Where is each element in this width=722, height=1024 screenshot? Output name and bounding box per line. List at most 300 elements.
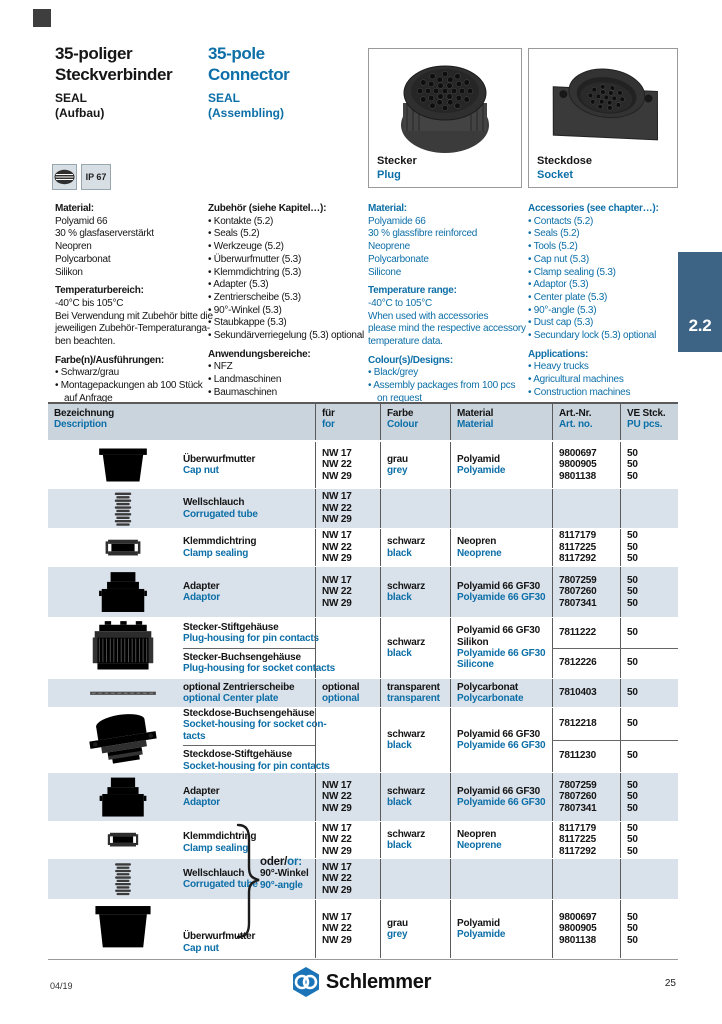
for-cell: [315, 489, 380, 528]
material-line: Neoprene: [457, 840, 502, 851]
table-row: [48, 489, 678, 529]
pu-qty: 50: [627, 657, 638, 669]
colour-line: schwarz: [387, 536, 426, 548]
art-cell: [552, 442, 620, 488]
pu-cell: [620, 529, 678, 566]
info-line: Colour(s)/Designs:: [368, 354, 453, 366]
art-no: 9800697: [559, 911, 597, 923]
colour-cell: [380, 442, 450, 488]
art-no: 7810403: [559, 687, 597, 699]
pu-qty: 50: [627, 718, 638, 730]
material-cell: [450, 567, 552, 617]
material-cell: [450, 708, 552, 772]
info-line: • Sekundärverriegelung (5.3) optional: [208, 330, 365, 342]
desc-line: Adapter: [183, 785, 220, 797]
desc-line: Stecker-Buchsengehäuse: [183, 651, 301, 663]
info-column-accessories-en: [528, 203, 683, 400]
colour-cell: [380, 900, 450, 958]
desc-line: Adaptor: [183, 797, 220, 808]
brand-name: Schlemmer: [325, 970, 432, 993]
desc-line: Socket-housing for socket con-: [183, 719, 327, 731]
info-line: • Baumaschinen: [208, 386, 277, 398]
info-line: • Dust cap (5.3): [528, 317, 594, 329]
socket-photo: [533, 53, 673, 159]
material-cell: [450, 529, 552, 566]
size-line: optional: [322, 681, 360, 693]
info-column-accessories-de: [208, 203, 363, 400]
ip67-badge: [81, 164, 111, 190]
info-line: When used with accessories: [368, 310, 489, 322]
material-line: Silicone: [457, 659, 494, 671]
info-line: Polyamid 66: [55, 215, 108, 227]
info-line: Silikon: [55, 266, 83, 278]
material-line: Polyamide 66 GF30: [457, 740, 546, 751]
info-line: • Adaptor (5.3): [528, 279, 589, 291]
table-row: [48, 708, 678, 773]
art-no: 9801138: [559, 470, 596, 482]
info-line: • Kontakte (5.2): [208, 215, 274, 227]
material-line: Polyamide 66 GF30: [457, 797, 546, 808]
colour-line: schwarz: [387, 828, 426, 840]
oder-label: oder/: [260, 856, 288, 868]
info-line: Temperaturbereich:: [55, 285, 144, 297]
art-no: 8117179: [559, 822, 596, 834]
desc-line: Stecker-Stiftgehäuse: [183, 621, 279, 633]
page-number: 25: [664, 978, 676, 989]
header-pu-en: PU pcs.: [627, 419, 663, 431]
pu-qty: 50: [627, 597, 638, 609]
desc-line: Corrugated tube: [183, 508, 258, 520]
info-line: • 90°-Winkel (5.3): [208, 304, 282, 316]
title-german: [55, 44, 205, 120]
for-cell: [315, 822, 380, 858]
for-cell: [315, 529, 380, 566]
socket-label-de: Steckdose: [537, 155, 593, 167]
table-row: [48, 900, 678, 959]
header-fuer: für: [322, 408, 335, 419]
colour-cell: [380, 859, 450, 899]
desc-cell: [183, 679, 315, 707]
for-cell: [315, 567, 380, 617]
for-cell: [315, 773, 380, 821]
info-line: ben beachten.: [55, 336, 116, 348]
for-cell: [315, 900, 380, 958]
info-line: Polycarbonat: [55, 253, 111, 265]
header-colour: [380, 404, 450, 440]
desc-line: Steckdose-Stiftgehäuse: [183, 749, 292, 761]
size-line: NW 17: [322, 574, 352, 586]
info-line: please mind the respective accessory: [368, 323, 526, 335]
size-line: NW 17: [322, 491, 352, 503]
info-line: • Seals (5.2): [528, 228, 580, 240]
colour-line: grau: [387, 917, 408, 929]
colour-line: black: [387, 740, 412, 751]
art-cell: [552, 529, 620, 566]
desc-line: Adaptor: [183, 592, 220, 603]
art-cell: [552, 567, 620, 617]
socket-photo-label: [537, 155, 592, 182]
for-cell: [315, 679, 380, 707]
pu-qty: 50: [627, 541, 638, 553]
pu-cell: [620, 567, 678, 617]
title-de-line2: Steckverbinder: [55, 64, 173, 84]
table-row: [48, 442, 678, 489]
art-no: 7807259: [559, 574, 597, 586]
schlemmer-hexagon-icon: [291, 966, 321, 998]
subtitle-en-line2: (Assembling): [208, 105, 285, 120]
size-line: NW 29: [322, 934, 352, 946]
art-no: 8117292: [559, 845, 596, 857]
info-line: • Tools (5.2): [528, 241, 578, 253]
pu-qty: 50: [627, 923, 638, 935]
art-cell: [552, 822, 620, 858]
desc-cell: [183, 707, 330, 772]
material-line: Polyamid 66 GF30: [457, 785, 540, 797]
art-no: 8117179: [559, 530, 596, 542]
socket-housing-drawing: [48, 708, 183, 772]
plug-photo: [375, 53, 515, 159]
size-line: NW 29: [322, 553, 352, 565]
desc-line: Wellschlauch: [183, 867, 245, 879]
pu-cell: [620, 679, 678, 707]
colour-line: transparent: [387, 681, 440, 693]
size-line: NW 29: [322, 802, 352, 814]
desc-line: optional Zentrierscheibe: [183, 681, 295, 693]
header-colour-en: Colour: [387, 419, 419, 431]
colour-line: black: [387, 648, 412, 659]
art-no: 7811230: [559, 750, 596, 762]
desc-line: Clamp sealing: [183, 842, 249, 854]
pu-cell: [620, 489, 678, 528]
pu-cell: [620, 442, 678, 488]
info-line: Accessories (see chapter…):: [528, 203, 659, 214]
oder-or-label: [260, 856, 318, 868]
info-line: on request: [377, 392, 422, 404]
pu-qty: 50: [627, 911, 638, 923]
info-line: Bei Verwendung mit Zubehör bitte die: [55, 310, 213, 322]
desc-cell: [183, 618, 335, 678]
art-no: 7807260: [559, 791, 597, 803]
info-line: • Staubkappe (5.3): [208, 317, 287, 329]
material-line: Polycarbonat: [457, 681, 518, 693]
alternative-brace: [236, 822, 262, 945]
desc-line: Klemmdichtring: [183, 536, 257, 548]
colour-line: schwarz: [387, 785, 426, 797]
pu-cell: [620, 822, 678, 858]
material-cell: [450, 822, 552, 858]
info-line: • Contacts (5.2): [528, 215, 594, 227]
approval-logo-icon: [54, 169, 75, 185]
art-no: 8117225: [559, 541, 596, 553]
size-line: NW 17: [322, 447, 352, 459]
header-bezeichnung: Bezeichnung: [54, 408, 115, 419]
angle-label-en: 90°-angle: [260, 879, 303, 891]
info-line: • NFZ: [208, 361, 233, 373]
material-cell: [450, 442, 552, 488]
art-no: 7807260: [559, 586, 597, 598]
size-line: NW 22: [322, 541, 352, 553]
material-cell: [450, 773, 552, 821]
header-description-en: Description: [54, 419, 107, 431]
desc-line: Klemmdichtring: [183, 831, 257, 843]
desc-line: Plug-housing for socket contacts: [183, 662, 335, 674]
clamp-ring-drawing: [48, 822, 183, 858]
center-plate-drawing: [48, 679, 183, 707]
table-row: [48, 773, 678, 822]
info-line: • Agricultural machines: [528, 374, 624, 386]
info-line: • Montagepackungen ab 100 Stück: [55, 380, 203, 392]
section-tab: [678, 252, 722, 352]
desc-line: tacts: [183, 730, 206, 742]
pu-qty: 50: [627, 470, 638, 482]
colour-cell: [380, 618, 450, 678]
art-no: 9800697: [559, 447, 597, 459]
desc-line: Adapter: [183, 580, 220, 592]
print-registration-mark: [33, 9, 51, 27]
art-no: 9801138: [559, 934, 596, 946]
angle-label-de: 90°-Winkel: [260, 868, 309, 879]
pu-qty: 50: [627, 845, 638, 857]
art-no: 8117225: [559, 834, 596, 846]
header-description: [48, 404, 315, 440]
colour-line: black: [387, 840, 412, 851]
colour-cell: [380, 773, 450, 821]
pu-qty: 50: [627, 779, 638, 791]
plug-label-de: Stecker: [377, 155, 417, 167]
title-de-line1: 35-poliger: [55, 44, 133, 63]
info-line: • Heavy trucks: [528, 361, 589, 373]
art-no: 7811222: [559, 627, 596, 639]
subtitle-en-line1: SEAL: [208, 91, 241, 105]
info-line: • Assembly packages from 100 pcs: [368, 380, 516, 392]
info-line: • Center plate (5.3): [528, 291, 608, 303]
pu-cell: [620, 859, 678, 899]
header-ve: VE Stck.: [627, 408, 666, 419]
info-column-material-en: [368, 203, 526, 406]
info-line: Anwendungsbereiche:: [208, 348, 311, 360]
plug-photo-box: [368, 48, 522, 188]
table-row: [48, 679, 678, 708]
corrugated-tube-drawing: [48, 859, 183, 899]
brand-logo: [0, 966, 722, 998]
colour-cell: [380, 567, 450, 617]
colour-cell: [380, 679, 450, 707]
colour-line: black: [387, 797, 412, 808]
info-column-material-de: [55, 203, 213, 406]
info-line: • Werkzeuge (5.2): [208, 241, 284, 253]
size-line: optional: [322, 693, 360, 704]
colour-cell: [380, 529, 450, 566]
info-line: • Landmaschinen: [208, 374, 282, 386]
colour-line: grey: [387, 465, 408, 476]
size-line: NW 17: [322, 822, 352, 834]
header-pu: [620, 404, 678, 440]
art-cell: [552, 679, 620, 707]
art-cell: [552, 859, 620, 899]
info-line: • Adapter (5.3): [208, 279, 269, 291]
subtitle-de-line1: SEAL: [55, 91, 88, 105]
clamp-ring-drawing: [48, 529, 183, 566]
art-no: 9800905: [559, 923, 597, 935]
art-no: 7807341: [559, 802, 597, 814]
colour-line: schwarz: [387, 580, 426, 592]
table-header-row: [48, 404, 678, 442]
material-line: Polyamid: [457, 453, 500, 465]
pu-qty: 50: [627, 553, 638, 565]
pu-qty: 50: [627, 574, 638, 586]
desc-line: Steckdose-Buchsengehäuse: [183, 707, 315, 719]
desc-cell: [183, 773, 315, 821]
desc-line: Corrugated tube: [183, 879, 258, 890]
size-line: NW 22: [322, 586, 352, 598]
material-line: Silikon: [457, 636, 489, 648]
art-cell: [552, 900, 620, 958]
socket-photo-box: [528, 48, 678, 188]
material-line: Polyamid 66 GF30: [457, 625, 540, 637]
pu-cell: [620, 773, 678, 821]
size-line: NW 22: [322, 791, 352, 803]
size-line: NW 29: [322, 470, 352, 482]
pu-qty: 50: [627, 586, 638, 598]
header-artnr: Art.-Nr.: [559, 408, 592, 419]
header-material-de: Material: [457, 408, 494, 419]
subtitle-de-line2: (Aufbau): [55, 105, 105, 120]
desc-line: Wellschlauch: [183, 497, 245, 509]
socket-label-en: Socket: [537, 168, 574, 181]
info-line: • Cap nut (5.3): [528, 253, 589, 265]
material-line: Polyamide: [457, 929, 506, 940]
art-no: 8117292: [559, 553, 596, 565]
material-line: Polyamide 66 GF30: [457, 648, 546, 659]
product-table: [48, 402, 678, 960]
info-line: Applications:: [528, 348, 589, 360]
header-artno-en: Art. no.: [559, 419, 593, 431]
art-no: 7807259: [559, 779, 597, 791]
info-line: • Clamp sealing (5.3): [528, 266, 616, 278]
material-line: Neoprene: [457, 547, 502, 559]
section-number: 2.2: [688, 316, 712, 335]
header-material-en: Material: [457, 419, 494, 431]
header-for: [315, 404, 380, 440]
info-line: • Zentrierscheibe (5.3): [208, 291, 301, 303]
info-line: • Klemmdichtring (5.3): [208, 266, 302, 278]
size-line: NW 22: [322, 923, 352, 935]
desc-line: optional Center plate: [183, 693, 279, 704]
material-cell: [450, 679, 552, 707]
size-line: NW 22: [322, 502, 352, 514]
table-row: [48, 822, 678, 859]
table-row: [48, 859, 678, 900]
material-cell: [450, 489, 552, 528]
plug-housing-drawing: [48, 618, 183, 678]
header-for-en: for: [322, 419, 335, 431]
info-line: -40°C to 105°C: [368, 297, 432, 309]
desc-line: Überwurfmutter: [183, 931, 256, 943]
pu-qty: 50: [627, 459, 638, 471]
title-en-line2: Connector: [208, 64, 290, 84]
table-row: [48, 529, 678, 567]
plug-photo-label: [377, 155, 417, 182]
pu-qty: 50: [627, 802, 638, 814]
material-line: Polyamid 66 GF30: [457, 580, 540, 592]
table-row: [48, 567, 678, 618]
pu-qty: 50: [627, 791, 638, 803]
desc-line: Clamp sealing: [183, 547, 249, 559]
info-line: -40°C bis 105°C: [55, 297, 124, 309]
desc-cell: [183, 442, 315, 488]
material-line: Polyamid: [457, 917, 500, 929]
adapter-drawing: [48, 567, 183, 617]
info-line: Temperature range:: [368, 285, 457, 297]
material-line: Neopren: [457, 828, 497, 840]
desc-cell: [183, 529, 315, 566]
pu-qty: 50: [627, 822, 638, 834]
info-line: jeweiligen Zubehör-Temperaturanga-: [55, 323, 210, 335]
colour-cell: [380, 822, 450, 858]
ip67-label: IP 67: [85, 172, 107, 182]
info-line: 30 % glasfaserverstärkt: [55, 228, 154, 240]
approval-logo-badge: [52, 164, 77, 190]
or-label: or:: [287, 856, 302, 868]
for-cell: [315, 859, 380, 899]
colour-cell: [380, 708, 450, 772]
info-line: Zubehör (siehe Kapitel…):: [208, 203, 327, 214]
oder-or-block: [260, 856, 318, 891]
pu-cell: [620, 900, 678, 958]
desc-line: Socket-housing for pin contacts: [183, 760, 330, 772]
size-line: NW 29: [322, 845, 352, 857]
title-english: [208, 44, 358, 120]
desc-line: Plug-housing for pin contacts: [183, 633, 319, 645]
size-line: NW 29: [322, 514, 352, 526]
material-line: Polyamid 66 GF30: [457, 728, 540, 740]
info-line: • Construction machines: [528, 386, 631, 398]
info-line: • 90°-angle (5.3): [528, 304, 597, 316]
art-no: 9800905: [559, 459, 597, 471]
desc-line: Überwurfmutter: [183, 453, 256, 465]
material-line: Polycarbonate: [457, 693, 524, 704]
for-cell: [315, 618, 380, 678]
pu-qty: 50: [627, 750, 638, 762]
pu-qty: 50: [627, 687, 638, 699]
colour-line: black: [387, 547, 412, 559]
colour-line: schwarz: [387, 728, 426, 740]
info-line: Silicone: [368, 266, 402, 278]
art-cell: [552, 489, 620, 528]
colour-cell: [380, 489, 450, 528]
art-divider-line: [552, 648, 678, 649]
colour-line: grau: [387, 453, 408, 465]
info-line: • Secundary lock (5.3) optional: [528, 330, 657, 342]
pu-qty: 50: [627, 447, 638, 459]
info-line: Polycarbonate: [368, 253, 429, 265]
header-art-no: [552, 404, 620, 440]
size-line: NW 29: [322, 597, 352, 609]
material-cell: [450, 618, 552, 678]
title-en-line1: 35-pole: [208, 44, 265, 63]
info-line: Polyamide 66: [368, 215, 426, 227]
adapter-drawing: [48, 773, 183, 821]
header-material: [450, 404, 552, 440]
info-line: Material:: [55, 203, 94, 214]
info-line: Neoprene: [368, 241, 410, 253]
info-line: 30 % glassfibre reinforced: [368, 228, 478, 240]
info-line: • Schwarz/grau: [55, 367, 119, 379]
desc-line: Cap nut: [183, 465, 219, 476]
for-cell: [315, 442, 380, 488]
art-no: 7812218: [559, 718, 597, 730]
art-no: 7807341: [559, 597, 597, 609]
